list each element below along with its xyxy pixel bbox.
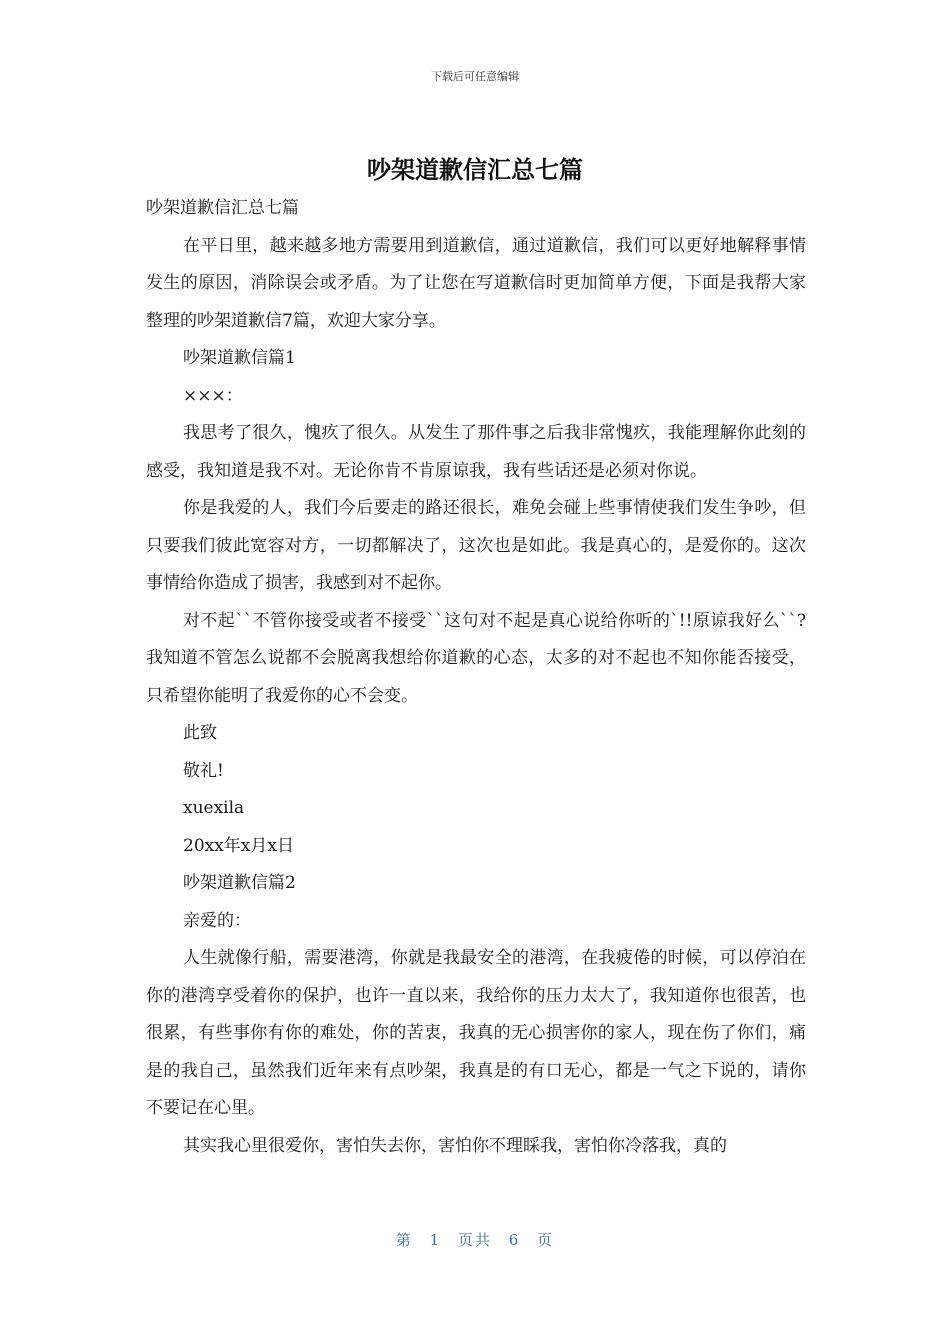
closing-line: 此致 [183, 723, 217, 743]
paragraph: 对不起``不管你接受或者不接受``这句对不起是真心说给你听的`!!原谅我好么``?我知道不管怎么说都不会脱离我想给你道歉的心态，太多的对不起也不知你能否接受，只希望你能明了我爱你的心不会变。 [146, 610, 806, 706]
document-title: 吵架道歉信汇总七篇 [367, 156, 583, 184]
paragraph: 其实我心里很爱你，害怕失去你，害怕你不理睬我，害怕你冷落我，真的 [183, 1135, 727, 1156]
paragraph: 在平日里，越来越多地方需要用到道歉信，通过道歉信，我们可以更好地解释事情发生的原因，消除误会或矛盾。为了让您在写道歉信时更加简单方便，下面是我帮大家整理的吵架道歉信7篇，欢迎大家分享。 [146, 235, 806, 331]
closing-line: 敬礼! [183, 760, 224, 781]
signature: xuexila [183, 798, 245, 818]
section-heading: 吵架道歉信篇1 [183, 348, 296, 368]
paragraph: 人生就像行船，需要港湾，你就是我最安全的港湾，在我疲倦的时候，可以停泊在你的港湾享受着你的保护，也许一直以来，我给你的压力太大了，我知道你也很苦，也很累，有些事你有你的难处，你的苦衷，我真的无心损害你的家人，现在伤了你们，痛是的我自己，虽然我们近年来有点吵架，我真是的有口无心，都是一气之下说的，请你不要记在心里。 [146, 948, 806, 1118]
paragraph: 你是我爱的人，我们今后要走的路还很长，难免会碰上些事情使我们发生争吵，但只要我们彼此宽容对方，一切都解决了，这次也是如此。我是真心的，是爱你的。这次事情给你造成了损害，我感到对不起你。 [146, 498, 806, 593]
current-page-number: 1 [429, 1231, 442, 1249]
paragraph: 吵架道歉信汇总七篇 [146, 198, 299, 218]
section-heading: 吵架道歉信篇2 [183, 873, 296, 893]
date-line: 20xx年x月x日 [183, 835, 294, 856]
document-body [146, 190, 806, 1165]
total-pages-number: 6 [508, 1231, 521, 1249]
salutation: ×××： [183, 385, 243, 406]
page-label: 页共 [457, 1231, 492, 1249]
page-label: 第 [395, 1231, 413, 1249]
salutation: 亲爱的： [183, 910, 251, 931]
page-label: 页 [537, 1231, 555, 1249]
header-note: 下载后可任意编辑 [431, 70, 519, 83]
paragraph: 我思考了很久，愧疚了很久。从发生了那件事之后我非常愧疚，我能理解你此刻的感受，我知道是我不对。无论你肯不肯原谅我，我有些话还是必须对你说。 [146, 423, 806, 481]
page-footer [0, 1229, 950, 1250]
